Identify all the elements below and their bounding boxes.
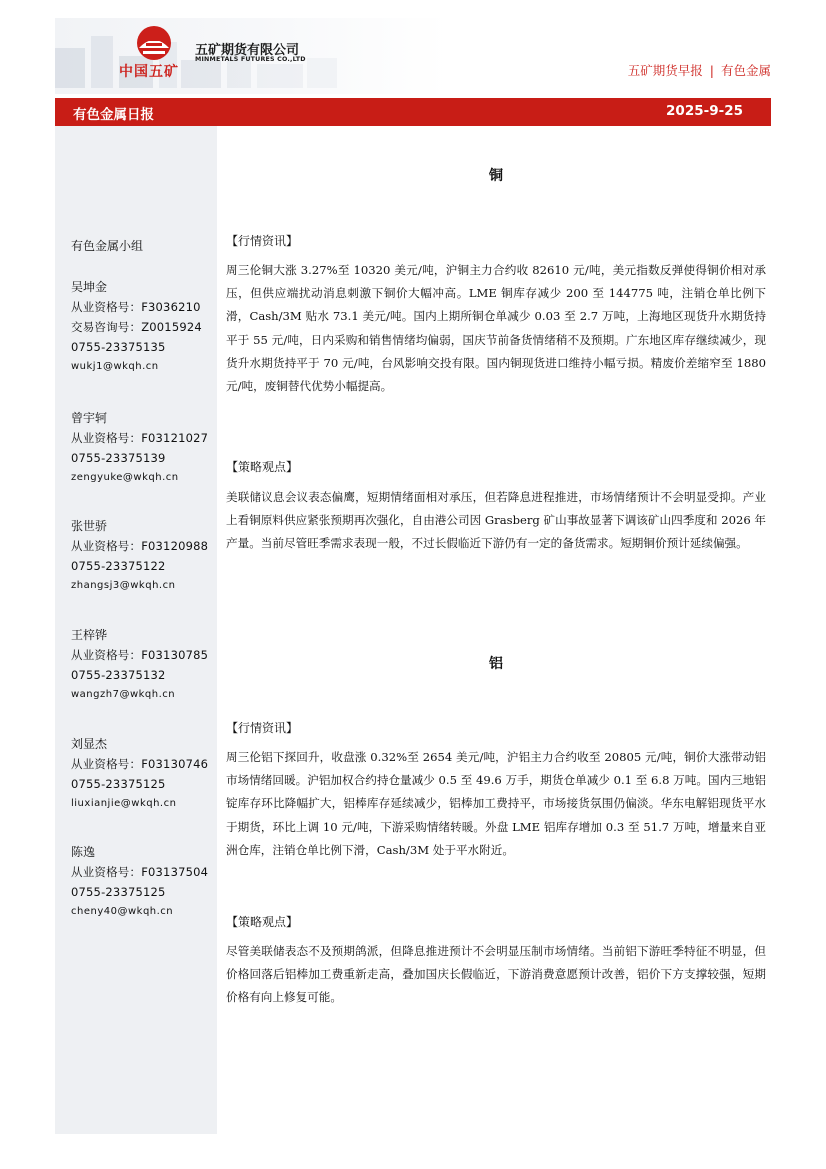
strategy-label: 【策略观点】 xyxy=(226,460,299,474)
analyst-phone: 0755-23375125 xyxy=(71,885,166,899)
analyst-license: 从业资格号：F3036210 xyxy=(71,300,201,314)
analyst-email[interactable]: liuxianjie@wkqh.cn xyxy=(71,798,177,809)
analyst-email[interactable]: wukj1@wkqh.cn xyxy=(71,361,159,372)
analyst-name: 吴坤金 xyxy=(71,280,108,294)
analyst-card xyxy=(71,625,217,705)
minmetals-logo-icon xyxy=(135,24,173,62)
market-info-label: 【行情资讯】 xyxy=(226,721,299,735)
analyst-name: 曾宇轲 xyxy=(71,411,108,425)
strategy-text: 尽管美联储表态不及预期鸽派，但降息推进预计不会明显压制市场情绪。当前铝下游旺季特征不明显，但价格回落后铝棒加工费重新走高，叠加国庆长假临近，下游消费意愿预计改善，铝价下方支撑较强，短期价格有向上修复可能。 xyxy=(226,944,766,1005)
team-title: 有色金属小组 xyxy=(71,239,144,253)
logo-text: 中国五矿 xyxy=(119,64,179,80)
analyst-card xyxy=(71,408,217,488)
analyst-phone: 0755-23375132 xyxy=(71,668,166,682)
report-date: 2025-9-25 xyxy=(666,103,743,119)
analyst-card xyxy=(71,277,217,377)
analyst-license: 从业资格号：F03130746 xyxy=(71,757,209,771)
section-title-copper: 铜 xyxy=(489,168,503,184)
analyst-email[interactable]: wangzh7@wkqh.cn xyxy=(71,689,176,700)
category-label: 有色金属 xyxy=(720,63,771,78)
analyst-email[interactable]: zhangsj3@wkqh.cn xyxy=(71,580,176,591)
analyst-sidebar xyxy=(55,126,217,1134)
analyst-license: 从业资格号：F03137504 xyxy=(71,865,209,879)
analyst-card xyxy=(71,734,217,814)
analyst-name: 王梓铧 xyxy=(71,628,108,642)
section-title-aluminium: 铝 xyxy=(489,656,503,672)
strategy-text: 美联储议息会议表态偏鹰，短期情绪面相对承压，但若降息进程推进，市场情绪预计不会明显受抑。产业上看铜原料供应紧张预期再次强化，自由港公司因 Grasberg 矿山事故显著下调该矿山四季度和 2026 年产量。当前尽管旺季需求表现一般，不过长假临近下游仍有一定的备货需求。短期铜价预计延续偏强。 xyxy=(226,490,766,551)
report-title-bar xyxy=(55,98,771,126)
header-separator: | xyxy=(709,63,714,78)
analyst-license: 从业资格号：F03121027 xyxy=(71,431,209,445)
analyst-email[interactable]: cheny40@wkqh.cn xyxy=(71,906,174,917)
report-title: 有色金属日报 xyxy=(73,107,154,123)
company-name-cn: 五矿期货有限公司 xyxy=(195,43,300,58)
strategy-label: 【策略观点】 xyxy=(226,915,299,929)
analyst-license: 从业资格号：F03120988 xyxy=(71,539,209,553)
market-info-label: 【行情资讯】 xyxy=(226,234,299,248)
analyst-phone: 0755-23375122 xyxy=(71,559,166,573)
report-type: 五矿期货早报 xyxy=(627,63,703,78)
analyst-license: 从业资格号：F03130785 xyxy=(71,648,209,662)
analyst-consult-id: 交易咨询号：Z0015924 xyxy=(71,320,202,334)
analyst-email[interactable]: zengyuke@wkqh.cn xyxy=(71,472,179,483)
analyst-card xyxy=(71,516,217,596)
analyst-name: 张世骄 xyxy=(71,519,108,533)
page-header xyxy=(55,18,771,94)
analyst-phone: 0755-23375139 xyxy=(71,451,166,465)
analyst-name: 刘显杰 xyxy=(71,737,108,751)
market-info-text: 周三伦铝下探回升，收盘涨 0.32%至 2654 美元/吨，沪铝主力合约收至 20805 元/吨，铜价大涨带动铝市场情绪回暖。沪铝加权合约持仓量减少 0.5 至 49.6 万手，期货仓单减少 0.1 至 6.8 万吨。国内三地铝锭库存环比降幅扩大，铝棒库存延续减少，铝棒加工费持平，市场接货氛围仍偏淡。华东电解铝现货平水于期货，环比上调 10 元/吨，下游采购情绪转暖。外盘 LME 铝库存增加 0.3 至 51.7 万吨，增量来自亚洲仓库，注销仓单比例下滑，Cash/3M 处于平水附近。 xyxy=(226,750,766,857)
company-name-en: MINMETALS FUTURES CO.,LTD xyxy=(195,56,306,63)
analyst-phone: 0755-23375125 xyxy=(71,777,166,791)
analyst-phone: 0755-23375135 xyxy=(71,340,166,354)
analyst-card xyxy=(71,842,217,922)
market-info-text: 周三伦铜大涨 3.27%至 10320 美元/吨，沪铜主力合约收 82610 元/吨，美元指数反弹使得铜价相对承压，但供应端扰动消息刺激下铜价大幅冲高。LME 铜库存减少 200 至 144775 吨，注销仓单比例下滑，Cash/3M 贴水 73.1 美元/吨。国内上期所铜仓单减少 0.03 至 2.7 万吨，上海地区现货升水期货持平于 55 元/吨，日内采购和销售情绪均偏弱，国庆节前备货情绪稍不及预期。广东地区库存继续减少，现货升水期货持平于 70 元/吨，台风影响交投有限。国内铜现货进口维持小幅亏损。精废价差缩窄至 1880 元/吨，废铜替代优势小幅提高。 xyxy=(226,263,766,394)
report-category xyxy=(628,61,771,79)
analyst-name: 陈逸 xyxy=(71,845,96,859)
